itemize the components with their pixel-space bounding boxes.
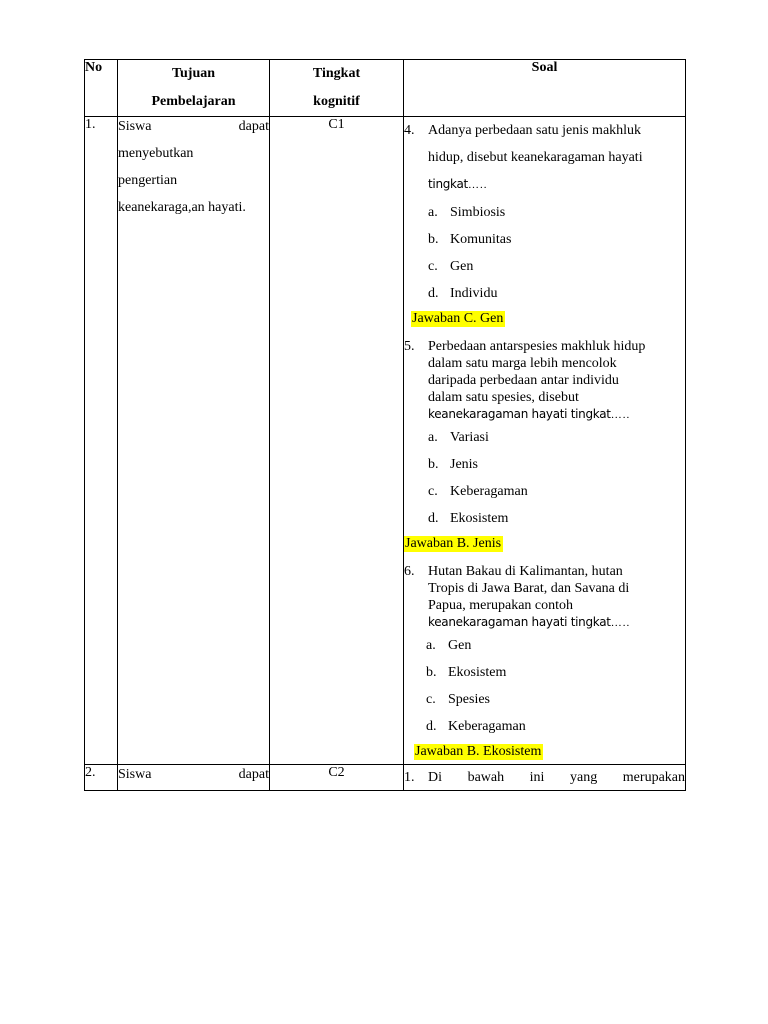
- question-line: Perbedaan antarspesies makhluk hidup: [428, 339, 646, 354]
- answer-key: Jawaban B. Jenis: [405, 536, 502, 551]
- question-line: tingkat: [428, 177, 468, 191]
- header-no: No: [85, 60, 118, 117]
- question-number: 6.: [404, 564, 415, 579]
- answer-option: a. Gen: [426, 638, 472, 653]
- objective-line: keanekaraga,an hayati.: [118, 200, 246, 215]
- question-number: 1.: [404, 770, 415, 785]
- cognitive-level: C1: [270, 117, 404, 765]
- header-tingkat-line1: Tingkat: [312, 66, 361, 81]
- question-cell: [404, 765, 686, 791]
- question-line: daripada perbedaan antar individu: [428, 373, 619, 388]
- question-line: keanekaragaman hayati tingkat: [428, 615, 611, 629]
- question-line: dalam satu spesies, disebut: [428, 390, 579, 405]
- answer-option: c. Keberagaman: [428, 484, 528, 499]
- objective-line: pengertian: [118, 173, 178, 188]
- answer-key: Jawaban C. Gen: [412, 311, 504, 326]
- answer-option: a. Simbiosis: [428, 205, 506, 220]
- learning-objective: [118, 765, 270, 791]
- question-ellipsis: …..: [610, 409, 631, 421]
- answer-option: b. Komunitas: [428, 232, 512, 247]
- objective-word: Siswa: [118, 767, 152, 782]
- answer-key: Jawaban B. Ekosistem: [415, 744, 542, 759]
- objective-word: dapat: [238, 767, 269, 782]
- question-line: Hutan Bakau di Kalimantan, hutan: [428, 564, 623, 579]
- question-item: [404, 117, 685, 331]
- question-item: [404, 331, 685, 424]
- table-row: [85, 765, 686, 791]
- answer-option: d. Individu: [428, 286, 498, 301]
- question-item: [404, 556, 685, 632]
- question-line: Di bawah ini yang merupakan: [428, 770, 685, 785]
- row-number: 2.: [85, 765, 118, 791]
- question-ellipsis: …..: [467, 179, 488, 191]
- answer-option: d. Ekosistem: [428, 511, 509, 526]
- question-number: 4.: [404, 123, 415, 138]
- answer-option: a. Variasi: [428, 430, 489, 445]
- question-line: Tropis di Jawa Barat, dan Savana di: [428, 581, 630, 596]
- header-tujuan: [118, 60, 270, 117]
- question-number: 5.: [404, 339, 415, 354]
- answer-option: d. Keberagaman: [426, 719, 526, 734]
- objective-word: dapat: [238, 119, 269, 134]
- table-row: [85, 117, 686, 765]
- header-tingkat: [270, 60, 404, 117]
- answer-option: c. Spesies: [426, 692, 490, 707]
- row-number: 1.: [85, 117, 118, 765]
- assessment-table: [84, 59, 686, 791]
- header-tujuan-line1: Tujuan: [171, 66, 216, 81]
- question-line: Papua, merupakan contoh: [428, 598, 574, 613]
- cognitive-level: C2: [270, 765, 404, 791]
- table-header-row: [85, 60, 686, 117]
- question-line: Adanya perbedaan satu jenis makhluk: [428, 123, 642, 138]
- answer-option: b. Ekosistem: [426, 665, 507, 680]
- question-cell: [404, 117, 686, 765]
- question-line: keanekaragaman hayati tingkat: [428, 407, 611, 421]
- answer-option: b. Jenis: [428, 457, 478, 472]
- objective-line: menyebutkan: [118, 146, 194, 161]
- header-soal: Soal: [404, 60, 686, 117]
- objective-word: Siswa: [118, 119, 152, 134]
- question-line: hidup, disebut keanekaragaman hayati: [428, 150, 643, 165]
- question-line: dalam satu marga lebih mencolok: [428, 356, 617, 371]
- header-tingkat-line2: kognitif: [313, 94, 360, 109]
- header-tujuan-line2: Pembelajaran: [151, 94, 236, 109]
- question-ellipsis: …..: [610, 617, 631, 629]
- learning-objective: [118, 117, 270, 765]
- answer-option: c. Gen: [428, 259, 474, 274]
